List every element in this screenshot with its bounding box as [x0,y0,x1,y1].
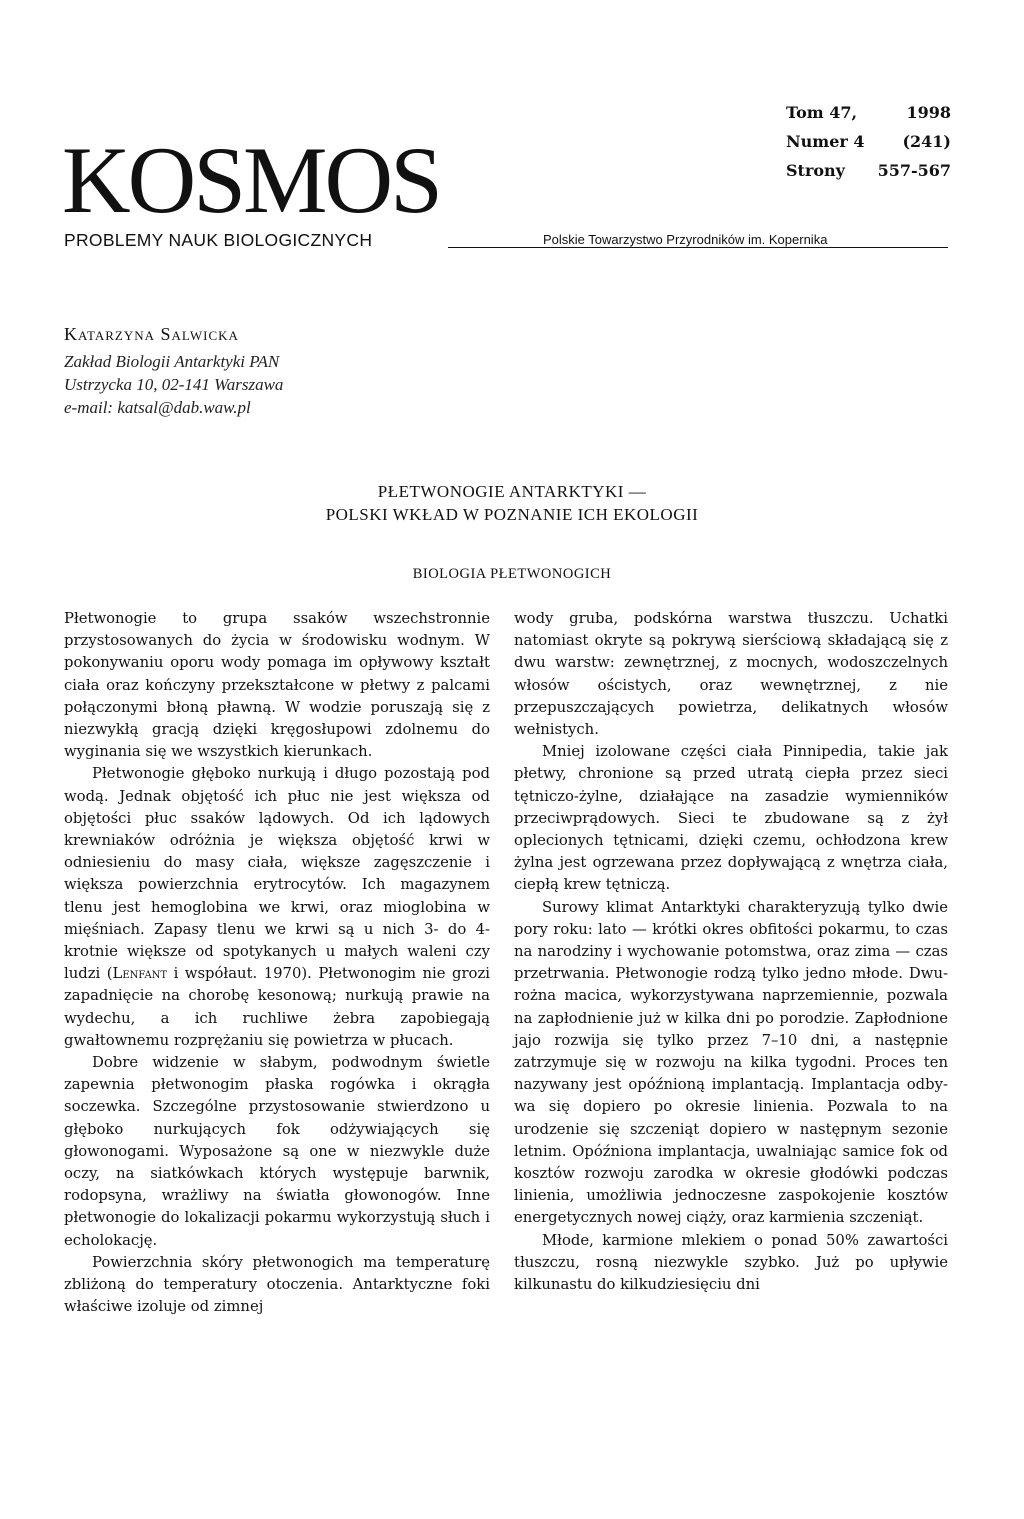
author-name: Katarzyna Salwicka [64,324,239,344]
volume-label: Tom 47, [786,103,858,122]
left-paragraph-2-part-a: Płetwonogie głęboko nurkują i długo pozostają pod wodą. Jednak objętość ich płuc nie jest większa od objętości płuc ssaków lądowych. Od ich lądowych krewniaków odróżnia je większa objętość krwi w odniesieniu do masy ciała, większe zagęszczenie i większa powierzchnia erytrocytów. Ich magazynem tlenu jest hemoglobina we krwi, oraz mioglobina w mięśniach. Zapasy tlenu we krwi są u nich 3- do 4-krotnie większe od spotykanych u małych waleni czy ludzi ( [64,765,490,983]
citation-author: Lenfant [112,965,168,983]
article-title-line1: PŁETWONOGIE ANTARKTYKI — [377,482,647,501]
section-heading: BIOLOGIA PŁETWONOGICH [412,566,612,582]
volume-year: 1998 [906,103,951,122]
left-paragraph-2-part-b: i współaut. 1970). Płetwonogim nie grozi zapadnięcie na chorobę kesonową; nurkują prawie na wydechu, a ich ruchliwe żebra zapobiegają gwałtownemu rozprężaniu się powietrza w płucach. [64,965,490,1049]
left-paragraph-4: Powierzchnia skóry płetwonogich ma temperaturę zbliżoną do temperatury otoczenia. Antarktyczne foki właściwe izoluje od zimnej [64,1253,490,1316]
issue-value: (241) [902,132,951,151]
journal-subtitle: PROBLEMY NAUK BIOLOGICZNYCH [64,230,373,250]
volume-info [786,98,951,185]
article-title-line2: POLSKI WKŁAD W POZNANIE ICH EKOLOGII [325,505,699,524]
pages-label: Strony [786,161,845,180]
issue-label: Numer 4 [786,132,865,151]
volume-row [786,98,951,127]
right-paragraph-4: Młode, karmione mlekiem o ponad 50% zawartości tłuszczu, rosną niezwykle szybko. Już po upływie kilkunastu do kilkudziesięciu dni [514,1231,948,1294]
right-paragraph-1: wody gruba, podskórna warstwa tłuszczu. Uchatki natomiast okryte są pokrywą sierściową składającą się z dwu warstw: zewnętrznej, z mocnych, wodoszczelnych włosów ościstych, oraz wewnętrznej, z nie przepuszczających powietrza, delikatnych włosów wełnistych. [514,610,948,739]
left-paragraph-3: Dobre widzenie w słabym, podwodnym świetle zapewnia płetwonogim płaska rogówka i okrągła soczewka. Szczególne przystosowanie stwierdzono u głęboko nurkujących fok odżywiających się głowonogami. Wyposażone są one w niezwykle duże oczy, na siatkówkach których występuje barwnik, rodopsyna, wrażliwy na światła głowonogów. Inne płetwonogie do lokalizacji pokarmu wykorzystują słuch i echolokację. [64,1054,490,1249]
pages-value: 557-567 [877,161,951,180]
left-column [64,608,490,1319]
right-paragraph-2: Mniej izolowane części ciała Pinnipedia, takie jak płetwy, chronione są przed utratą ciepła przez sieci tętniczo-żylne, działające na zasadzie wymienników przeciwprądowych. Sieci te zbudowane są z żył oplecionych tętnicami, dzięki czemu, ochłodzona krew żylna jest ogrzewana przez dopływającą z wnętrza ciała, ciepłą krew tętniczą. [514,743,948,894]
affiliation-line1: Zakład Biologii Antarktyki PAN [64,352,280,371]
right-paragraph-3: Surowy klimat Antarktyki charakteryzują tylko dwie pory roku: lato — krótki okres obfitości pokarmu, to czas na narodziny i wychowanie potomstwa, oraz zima — czas przetrwania. Płetwonogie rodzą tylko jedno młode. Dwurożna macica, wykorzystywana naprzemiennie, pozwala na zapłodnienie już w kilka dni po porodzie. Zapłodnione jajo rozwija się tylko przez 7–10 dni, a następnie zatrzymuje się w rozwoju na kilka tygodni. Proces ten nazywany jest opóźnioną implantacją. Implantacja odbywa się dopiero po okresie linienia. Pozwala to na urodzenie się szczeniąt dopiero w następnym sezonie letnim. Opóźniona implantacja, uwalniając samice fok od kosztów rozwoju zarodka w okresie głodówki podczas linienia, umożliwia jednoczesne zaspokojenie kosztów energetycznych nowej ciąży, oraz karmienia szczeniąt. [514,898,948,1227]
issue-row [786,127,951,156]
right-column [514,608,948,1296]
society-name: Polskie Towarzystwo Przyrodników im. Kopernika [543,232,828,247]
masthead-rule [448,247,948,248]
affiliation-line2: Ustrzycka 10, 02-141 Warszawa [64,375,284,394]
left-paragraph-1: Płetwonogie to grupa ssaków wszechstronnie przystosowanych do życia w środowisku wodnym. W pokonywaniu oporu wody pomaga im opływowy kształt ciała oraz kończyny przekształcone w płetwy z palcami połączonymi błoną pławną. W wodzie poruszają się z niezwykłą gracją dzięki kręgosłupowi zdolnemu do wyginania się we wszystkich kierunkach. [64,610,490,761]
pages-row [786,156,951,185]
left-paragraph-2 [64,763,490,1052]
journal-name: KOSMOS [62,127,440,233]
author-email: e-mail: katsal@dab.waw.pl [64,398,251,417]
